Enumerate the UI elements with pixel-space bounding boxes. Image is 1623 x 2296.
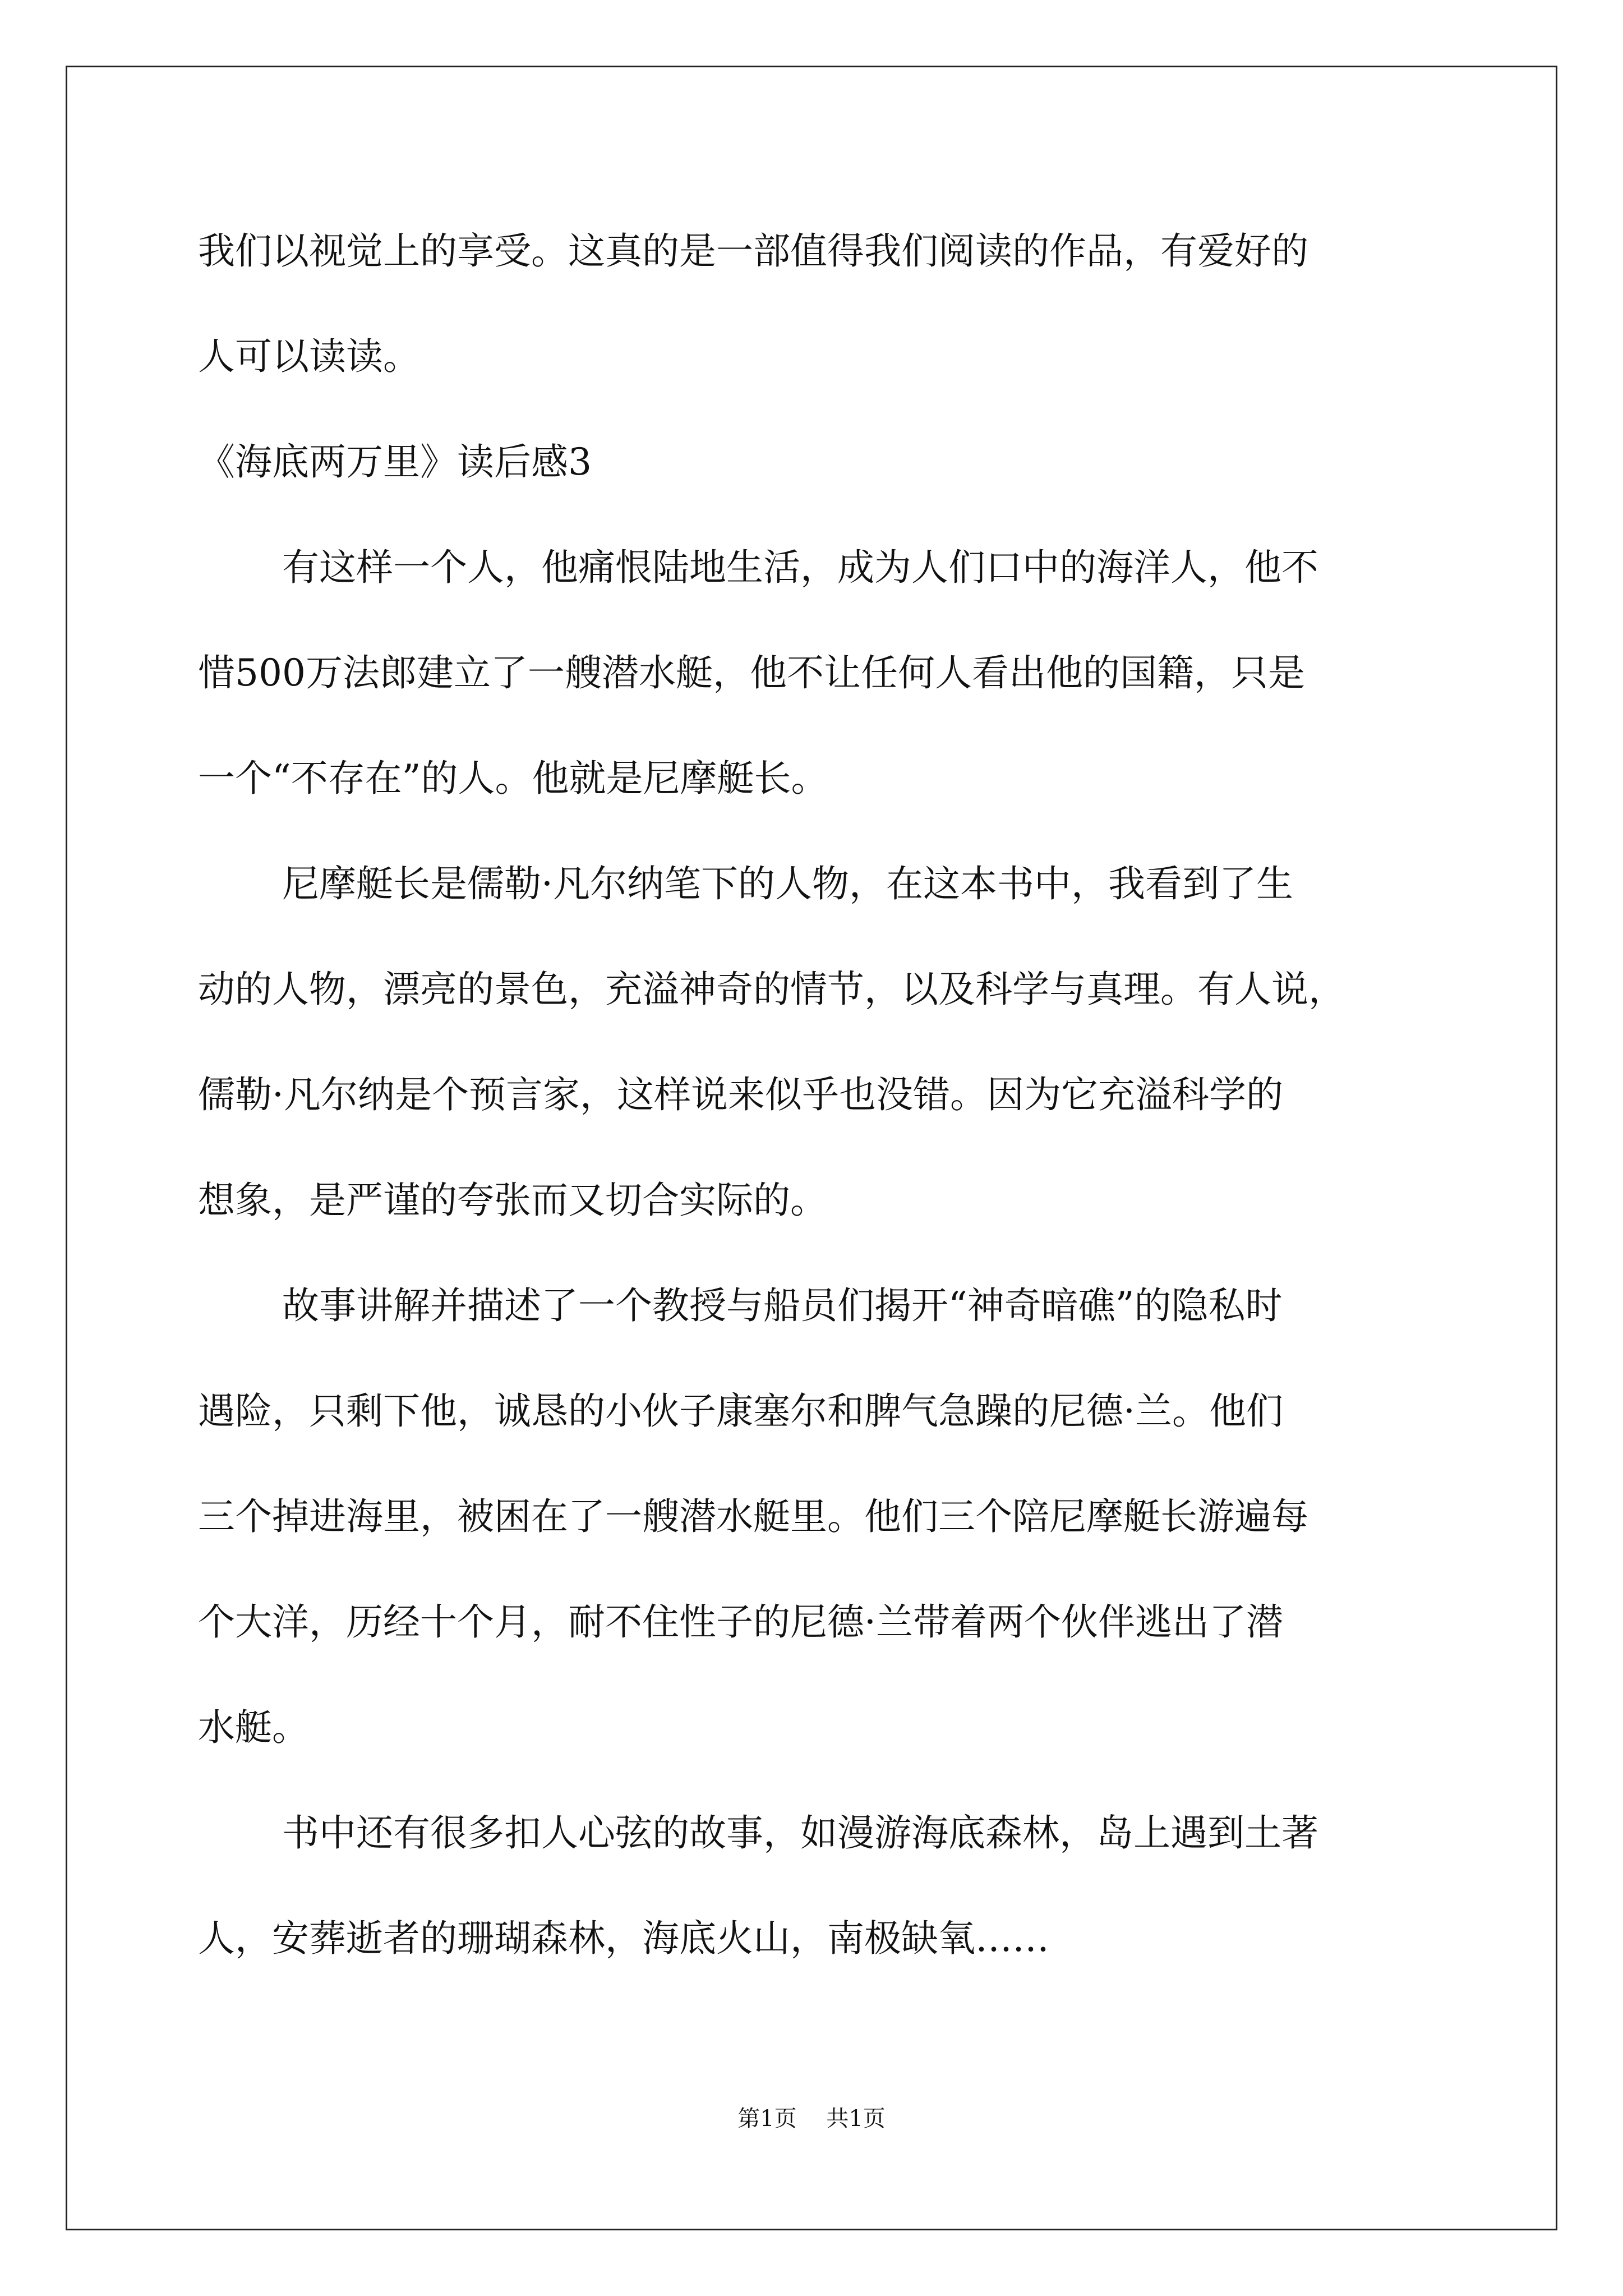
text-line: 惜500万法郎建立了一艘潜水艇，他不让任何人看出他的国籍，只是 bbox=[198, 651, 1305, 694]
text-line: 水艇。 bbox=[198, 1706, 309, 1749]
page-footer bbox=[0, 2101, 1623, 2133]
text-line: 我们以视觉上的享受。这真的是一部值得我们阅读的作品，有爱好的 bbox=[198, 229, 1308, 273]
section-heading: 《海底两万里》读后感3 bbox=[198, 440, 592, 484]
text-line: 三个掉进海里，被困在了一艘潜水艇里。他们三个陪尼摩艇长游遍每 bbox=[198, 1495, 1308, 1538]
text-line: 动的人物，漂亮的景色，充溢神奇的情节，以及科学与真理。有人说， bbox=[198, 968, 1345, 1011]
paragraph bbox=[198, 1783, 1432, 1994]
page-total: 共1页 bbox=[826, 2106, 886, 2132]
text-line: 书中还有很多扣人心弦的故事，如漫游海底森林，岛上遇到土著 bbox=[282, 1811, 1318, 1855]
text-line: 人，安葬逝者的珊瑚森林，海底火山，南极缺氧…… bbox=[198, 1917, 1049, 1960]
paragraph bbox=[198, 1255, 1432, 1783]
paragraph bbox=[198, 834, 1432, 1255]
text-line: 个大洋，历经十个月，耐不住性子的尼德·兰带着两个伙伴逃出了潜 bbox=[198, 1600, 1283, 1644]
paragraph bbox=[198, 517, 1432, 834]
text-line: 有这样一个人，他痛恨陆地生活，成为人们口中的海洋人，他不 bbox=[282, 546, 1318, 589]
text-line: 儒勒·凡尔纳是个预言家，这样说来似乎也没错。因为它充溢科学的 bbox=[198, 1073, 1283, 1116]
document-body bbox=[198, 201, 1432, 1994]
text-line: 想象，是严谨的夸张而又切合实际的。 bbox=[198, 1179, 827, 1222]
text-line: 故事讲解并描述了一个教授与船员们揭开“神奇暗礁”的隐私时 bbox=[282, 1284, 1283, 1327]
text-line: 一个“不存在”的人。他就是尼摩艇长。 bbox=[198, 757, 828, 800]
text-line: 人可以读读。 bbox=[198, 335, 420, 378]
text-line: 遇险，只剩下他，诚恳的小伙子康塞尔和脾气急躁的尼德·兰。他们 bbox=[198, 1389, 1283, 1433]
page-number: 第1页 bbox=[737, 2106, 797, 2132]
text-line: 尼摩艇长是儒勒·凡尔纳笔下的人物，在这本书中，我看到了生 bbox=[282, 862, 1293, 905]
